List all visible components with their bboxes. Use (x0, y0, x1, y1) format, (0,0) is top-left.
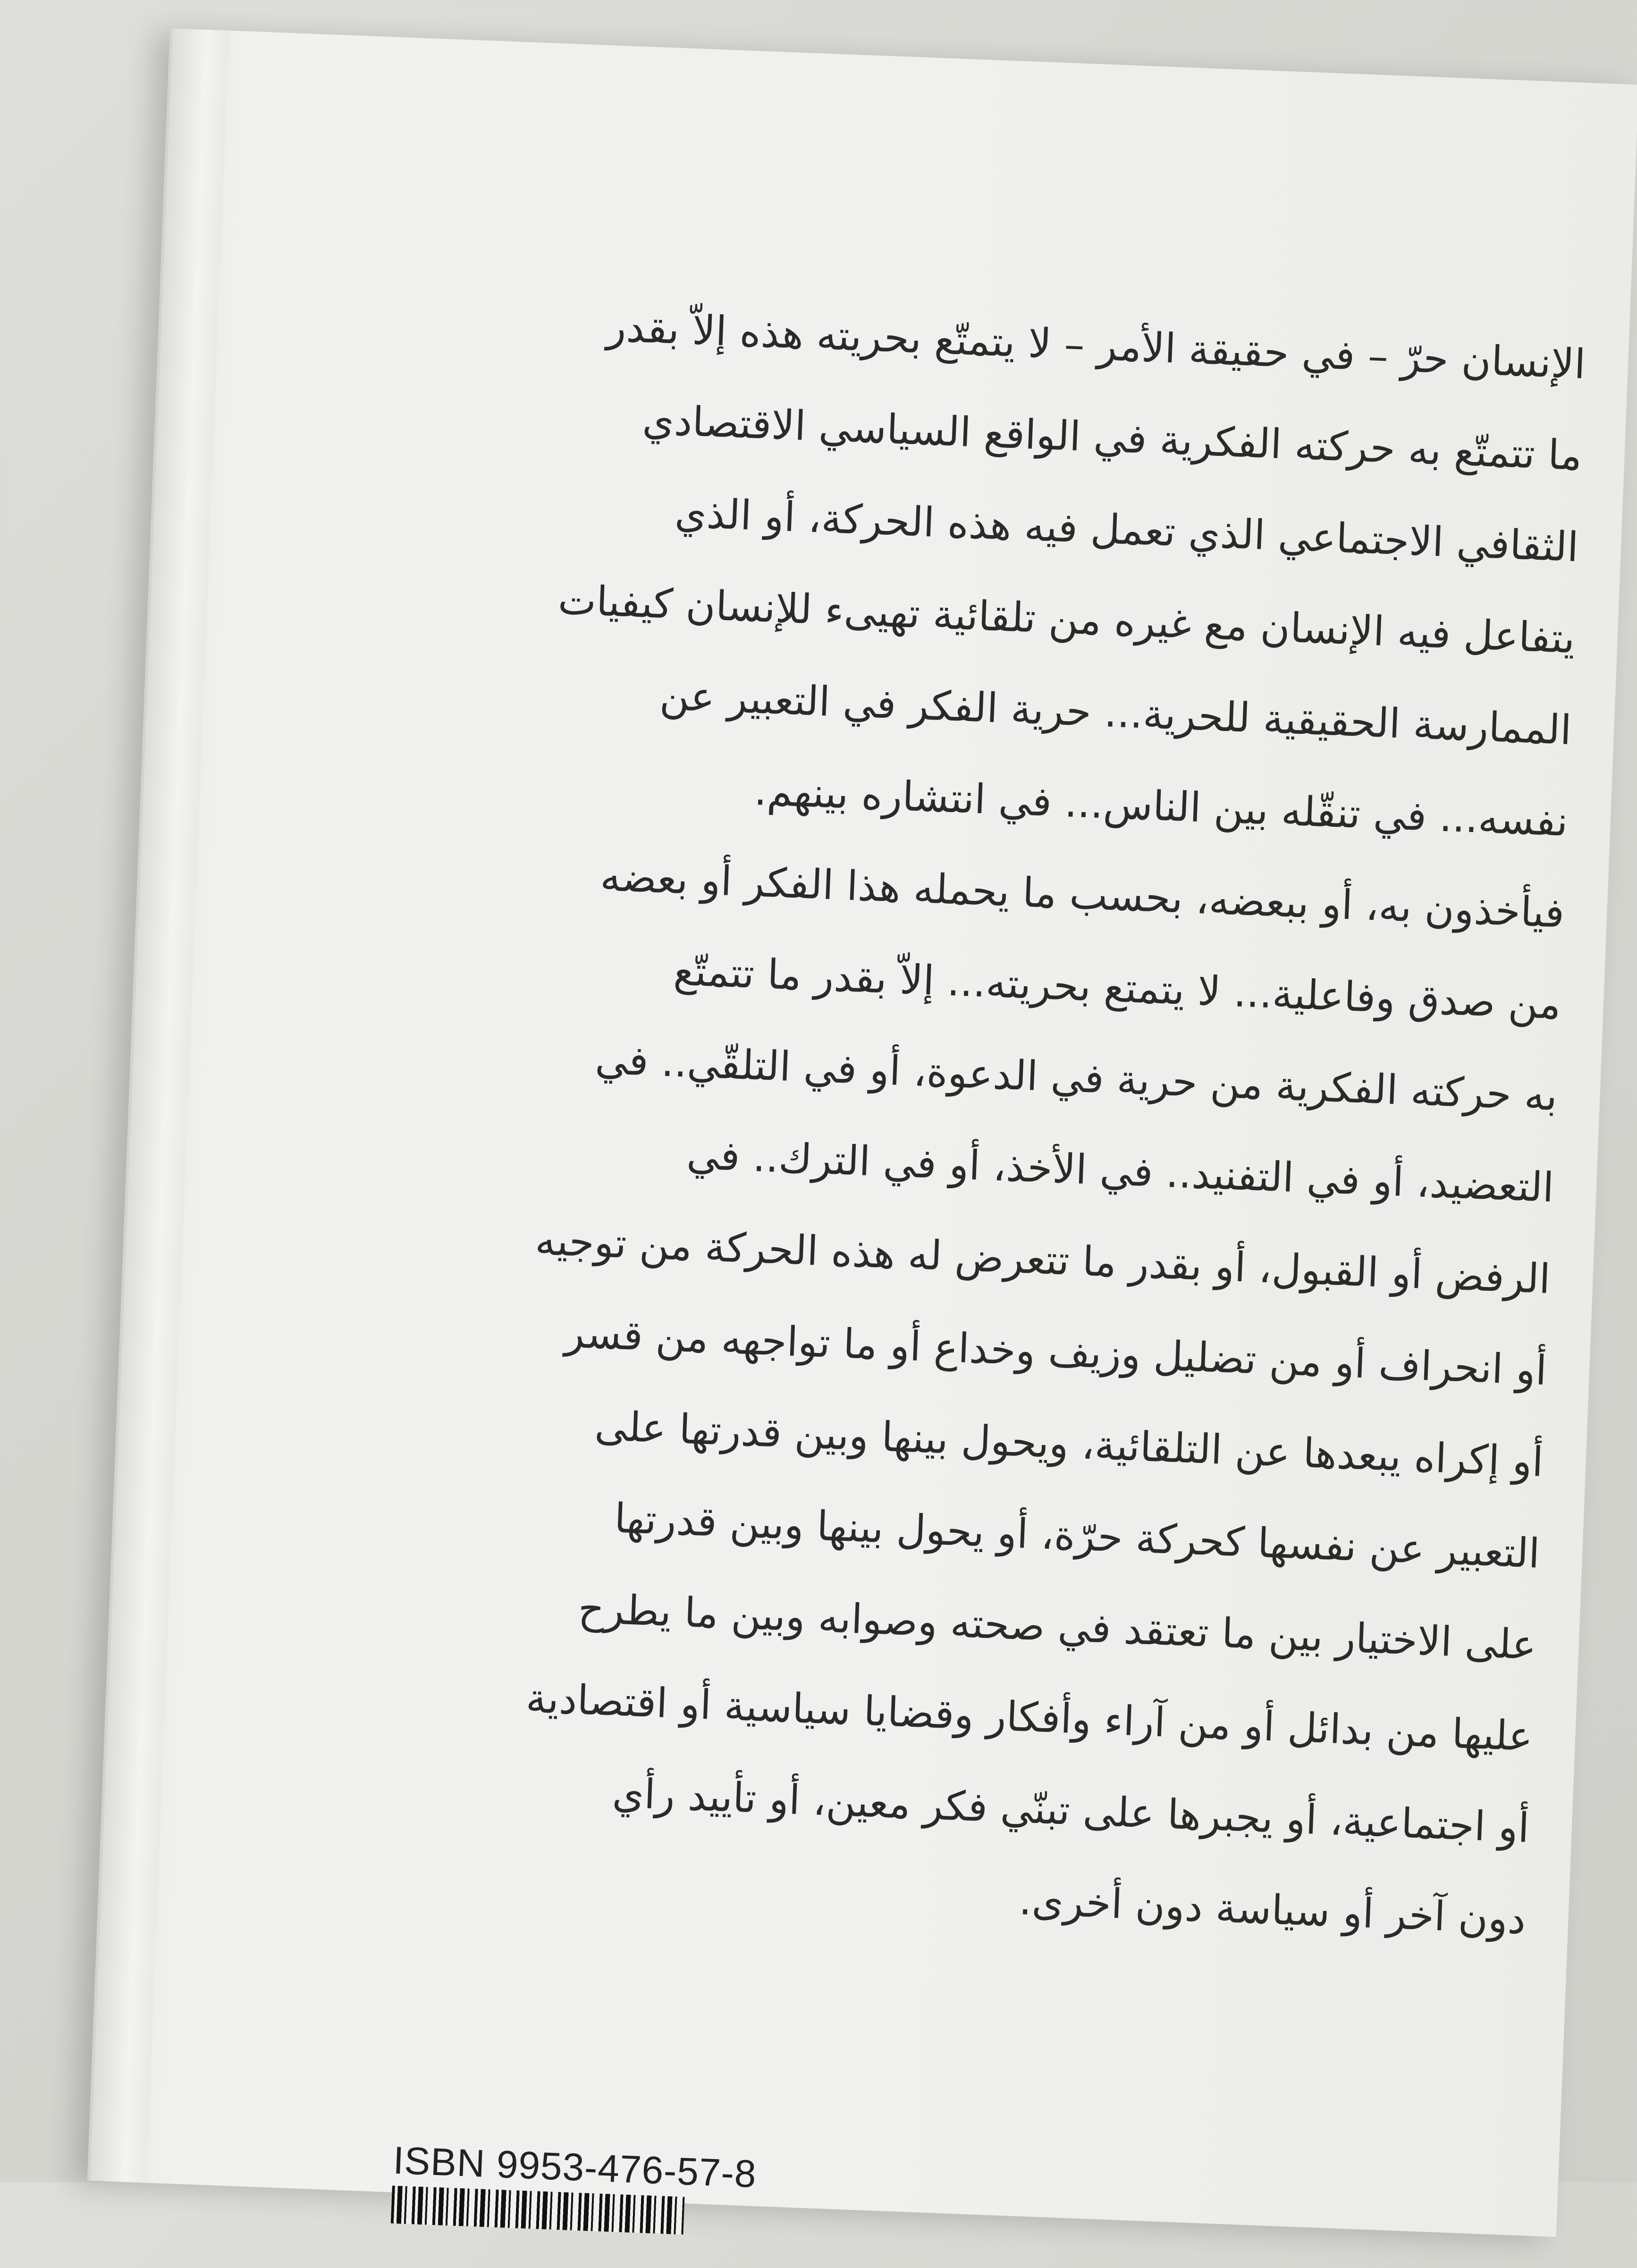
text-line-12: أو انحراف أو من تضليل وزيف وخداع أو ما تواجهه من قسر (564, 1310, 1548, 1395)
text-line-5: الممارسة الحقيقية للحرية... حرية الفكر في التعبير عن (658, 672, 1572, 755)
text-line-13: أو إكراه يبعدها عن التلقائية، ويحول بينها وبين قدرتها على (594, 1402, 1544, 1486)
text-line-4: يتفاعل فيه الإنسان مع غيره من تلقائية تهيىء للإنسان كيفيات (557, 576, 1576, 663)
text-line-2: ما تتمتّع به حركته الفكرية في الواقع السياسي الاقتصادي (641, 396, 1583, 480)
text-line-6: نفسه... في تنقّله بين الناس... في انتشاره بينهم. (753, 767, 1569, 846)
text-line-17: أو اجتماعية، أو يجبرها على تبنّي فكر معين، أو تأييد رأي (611, 1769, 1530, 1852)
text-line-14: التعبير عن نفسها كحركة حرّة، أو يحول بينها وبين قدرتها (613, 1495, 1541, 1578)
barcode (391, 2185, 685, 2234)
isbn-label: ISBN 9953-476-57-8 (392, 2139, 758, 2196)
back-cover-text (496, 279, 1587, 1966)
book-back-cover (87, 28, 1637, 2237)
text-line-1: الإنسان حرّ – في حقيقة الأمر – لا يتمتّع بحريته هذه إلاّ بقدر (606, 303, 1586, 388)
text-line-8: من صدق وفاعلية... لا يتمتع بحريته... إلاّ بقدر ما تتمتّع (673, 947, 1562, 1029)
text-line-15: على الاختيار بين ما تعتقد في صحته وصوابه وبين ما يطرح (577, 1585, 1537, 1669)
text-line-16: عليها من بدائل أو من آراء وأفكار وقضايا سياسية أو اقتصادية (525, 1674, 1534, 1761)
text-line-7: فيأخذون به، أو ببعضه، بحسب ما يحمله هذا الفكر أو بعضه (599, 853, 1566, 937)
text-line-9: به حركته الفكرية من حرية في الدعوة، أو في التلقّي.. في (594, 1036, 1559, 1120)
text-line-11: الرفض أو القبول، أو بقدر ما تتعرض له هذه الحركة من توجيه (534, 1217, 1552, 1303)
text-line-3: الثقافي الاجتماعي الذي تعمل فيه هذه الحركة، أو الذي (674, 489, 1579, 571)
text-line-10: التعضيد، أو في التفنيد.. في الأخذ، أو في الترك.. في (685, 1131, 1555, 1212)
text-line-18: دون آخر أو سياسة دون أخرى. (1018, 1877, 1527, 1944)
